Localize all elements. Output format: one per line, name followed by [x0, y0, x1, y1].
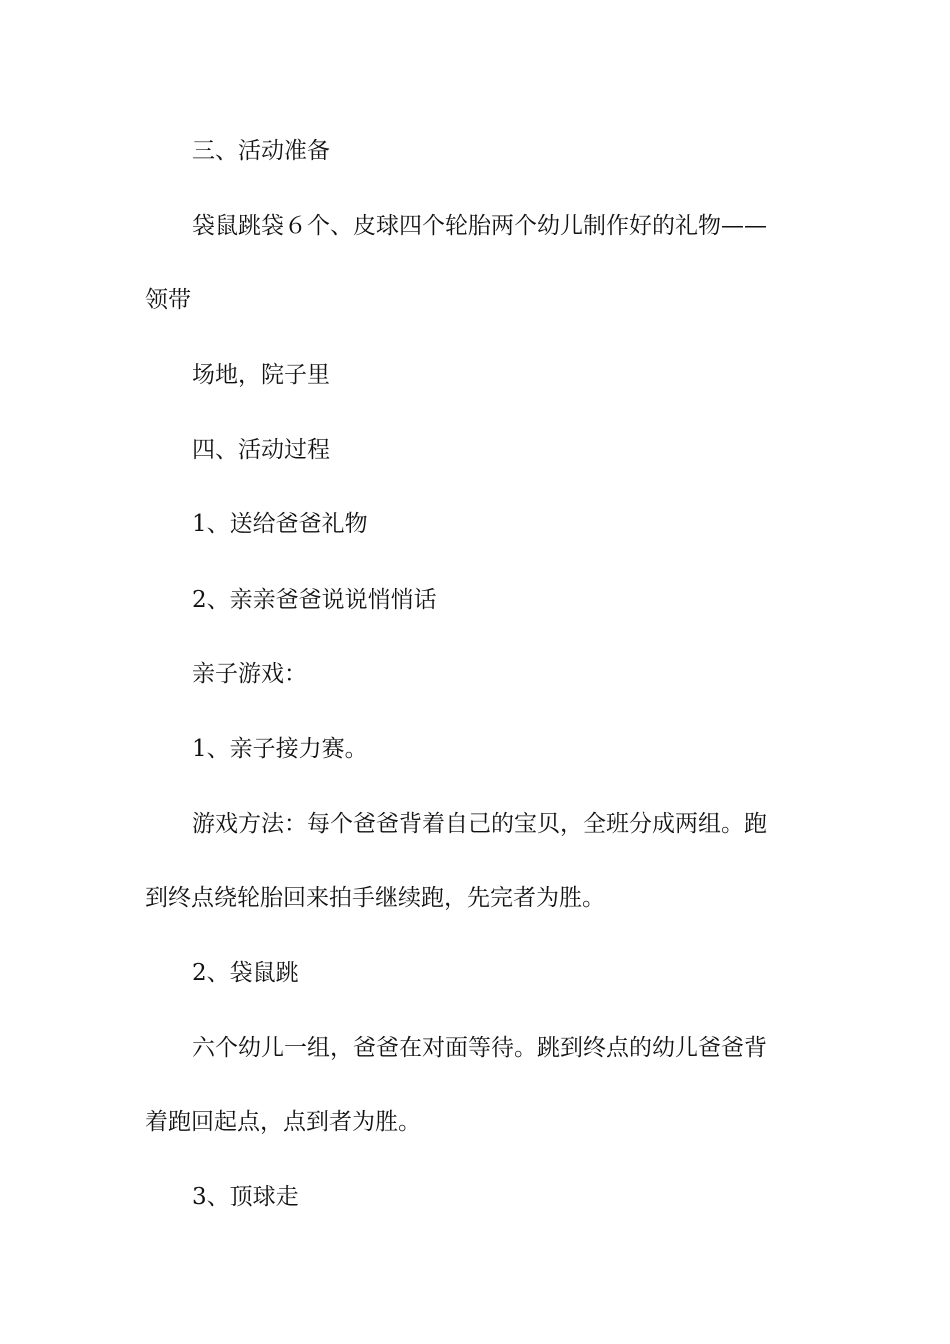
game-title-relay: 1、亲子接力赛。	[192, 736, 368, 762]
list-item-whisper: 2、亲亲爸爸说说悄悄话	[192, 587, 437, 613]
paragraph-materials-line-2: 领带	[145, 287, 191, 313]
game-title-kangaroo-jump: 2、袋鼠跳	[192, 960, 299, 986]
paragraph-materials-line-1: 袋鼠跳袋６个、皮球四个轮胎两个幼儿制作好的礼物——	[192, 213, 767, 239]
paragraph-relay-method-line-1: 游戏方法：每个爸爸背着自己的宝贝，全班分成两组。跑	[192, 811, 767, 837]
section-heading-process: 四、活动过程	[192, 437, 330, 463]
section-heading-preparation: 三、活动准备	[192, 138, 330, 164]
paragraph-relay-method-line-2: 到终点绕轮胎回来拍手继续跑，先完者为胜。	[145, 885, 605, 911]
subheading-parent-child-games: 亲子游戏：	[192, 661, 307, 687]
paragraph-kangaroo-line-1: 六个幼儿一组，爸爸在对面等待。跳到终点的幼儿爸爸背	[192, 1035, 767, 1061]
list-item-gift: 1、送给爸爸礼物	[192, 511, 368, 537]
game-title-ball-walk: 3、顶球走	[192, 1184, 299, 1210]
paragraph-kangaroo-line-2: 着跑回起点，点到者为胜。	[145, 1109, 421, 1135]
paragraph-venue: 场地，院子里	[192, 362, 330, 388]
